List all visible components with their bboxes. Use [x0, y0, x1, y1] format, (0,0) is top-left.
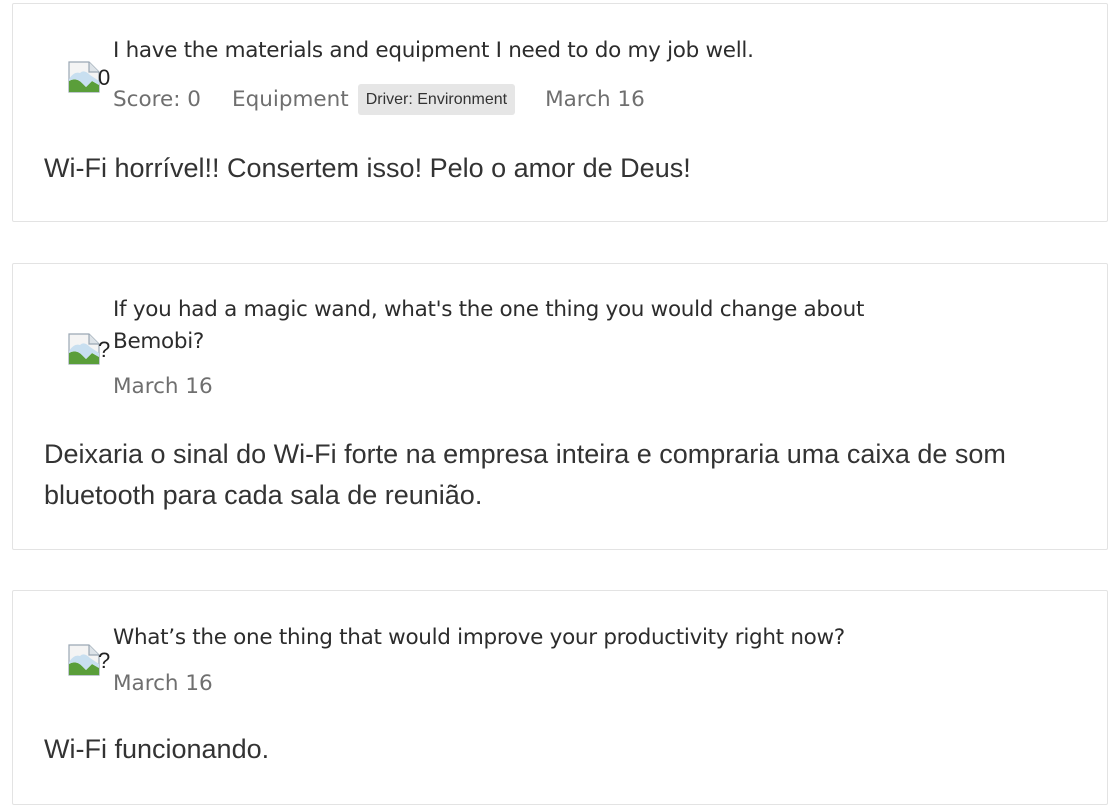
card-meta	[113, 374, 213, 399]
image-alt-text: ?	[98, 337, 111, 362]
avatar	[68, 644, 110, 676]
score-label: Score: 0	[113, 87, 201, 112]
driver-badge: Driver: Environment	[358, 84, 515, 115]
avatar	[68, 333, 110, 365]
question-text: What’s the one thing that would improve your productivity right now?	[113, 625, 845, 650]
broken-image-icon	[68, 644, 100, 676]
category-label: Equipment	[231, 87, 349, 112]
card-meta	[113, 671, 213, 696]
feedback-card	[12, 590, 1108, 805]
date-label: March 16	[113, 374, 213, 399]
comment-text: Wi-Fi funcionando.	[44, 734, 270, 764]
broken-image-icon	[68, 333, 100, 365]
card-meta	[113, 84, 645, 115]
feedback-card	[12, 263, 1108, 550]
question-text: If you had a magic wand, what's the one thing you would change about Bemobi?	[113, 297, 865, 354]
date-label: March 16	[113, 671, 213, 696]
feedback-card	[12, 3, 1108, 222]
image-alt-text: 0	[98, 65, 111, 90]
question-text: I have the materials and equipment I need to do my job well.	[113, 38, 754, 63]
comment-text: Wi-Fi horrível!! Consertem isso! Pelo o amor de Deus!	[44, 153, 691, 183]
broken-image-icon	[68, 61, 100, 93]
comment-text: Deixaria o sinal do Wi-Fi forte na empresa inteira e compraria uma caixa de som bluetooth para cada sala de reunião.	[44, 439, 1006, 510]
image-alt-text: ?	[98, 648, 111, 673]
avatar	[68, 61, 110, 93]
date-label: March 16	[545, 87, 645, 112]
